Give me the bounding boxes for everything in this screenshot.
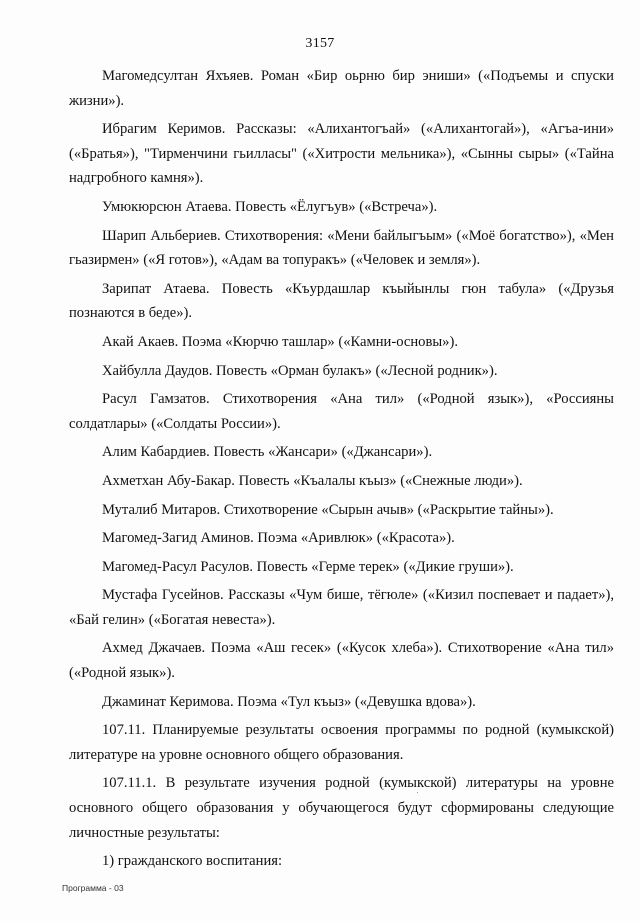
paragraph-mitarov: Муталиб Митаров. Стихотворение «Сырын ачыв» («Раскрытие тайны»).	[102, 501, 554, 518]
paragraph-kerimova: Джаминат Керимова. Поэма «Тул къыз» («Девушка вдова»).	[102, 693, 476, 710]
paragraph-abu-bakar: Ахметхан Абу-Бакар. Повесть «Къалалы къыз» («Снежные люди»).	[102, 472, 523, 489]
paragraph-alberiev: Шарип Альбериев. Стихотворения: «Мени байлыгъым» («Моё богатство»), «Мен гьазирмен» («Я готов»), «Адам ва топуракъ» («Человек и земля»).	[69, 227, 614, 269]
paragraph-gamzatov: Расул Гамзатов. Стихотворения «Ана тил» («Родной язык»), «Россияны солдатлары» («Солдаты России»).	[69, 391, 614, 432]
section-107-11-1: 107.11.1. В результате изучения родной (кумыкской) литературы на уровне основного общего образования у обучающегося будут сформированы следующие личностные результаты:	[69, 775, 614, 841]
section-107-11: 107.11. Планируемые результаты освоения программы по родной (кумыкской) литературе на уровне основного общего образования.	[69, 722, 614, 763]
document-body	[69, 64, 614, 874]
paragraph-rasulov: Магомед-Расул Расулов. Повесть «Герме терек» («Дикие груши»).	[102, 558, 514, 575]
page-number: 3157	[305, 36, 335, 51]
paragraph-dzhachaev: Ахмед Джачаев. Поэма «Аш гесек» («Кусок хлеба»). Стихотворение «Ана тил» («Родной язык»).	[69, 640, 614, 682]
paragraph-yakhyaev: Магомедсултан Яхъяев. Роман «Бир оьрню бир эниши» («Подъемы и спуски жизни»).	[69, 68, 614, 109]
footer-label: Программа - 03	[62, 883, 124, 893]
paragraph-kabardiev: Алим Кабардиев. Повесть «Жансари» («Джансари»).	[102, 444, 433, 461]
list-item-civic-education: 1) гражданского воспитания:	[102, 853, 283, 870]
paragraph-kerimov: Ибрагим Керимов. Рассказы: «Алихантогъай» («Алихантогай»), «Агъа-ини» («Братья»), "Тирменчини гьилласы" («Хитрости мельника»), «Сынны сыры» («Тайна надгробного камня»).	[69, 121, 614, 187]
scan-speck	[417, 792, 418, 793]
paragraph-guseynov: Мустафа Гусейнов. Рассказы «Чум бише, тёгюле» («Кизил поспевает и падает»), «Бай гелин» («Богатая невеста»).	[69, 587, 614, 628]
paragraph-ataeva-z: Зарипат Атаева. Повесть «Къурдашлар къыйынлы гюн табула» («Друзья познаются в беде»).	[69, 280, 614, 322]
paragraph-daudov: Хайбулла Даудов. Повесть «Орман булакъ» («Лесной родник»).	[102, 362, 498, 379]
paragraph-akaev: Акай Акаев. Поэма «Кюрчю ташлар» («Камни-основы»).	[102, 333, 458, 350]
paragraph-ataeva-u: Умюкюрсюн Атаева. Повесть «Ёлугъув» («Встреча»).	[102, 198, 438, 215]
paragraph-aminov: Магомед-Загид Аминов. Поэма «Аривлюк» («Красота»).	[102, 530, 455, 547]
